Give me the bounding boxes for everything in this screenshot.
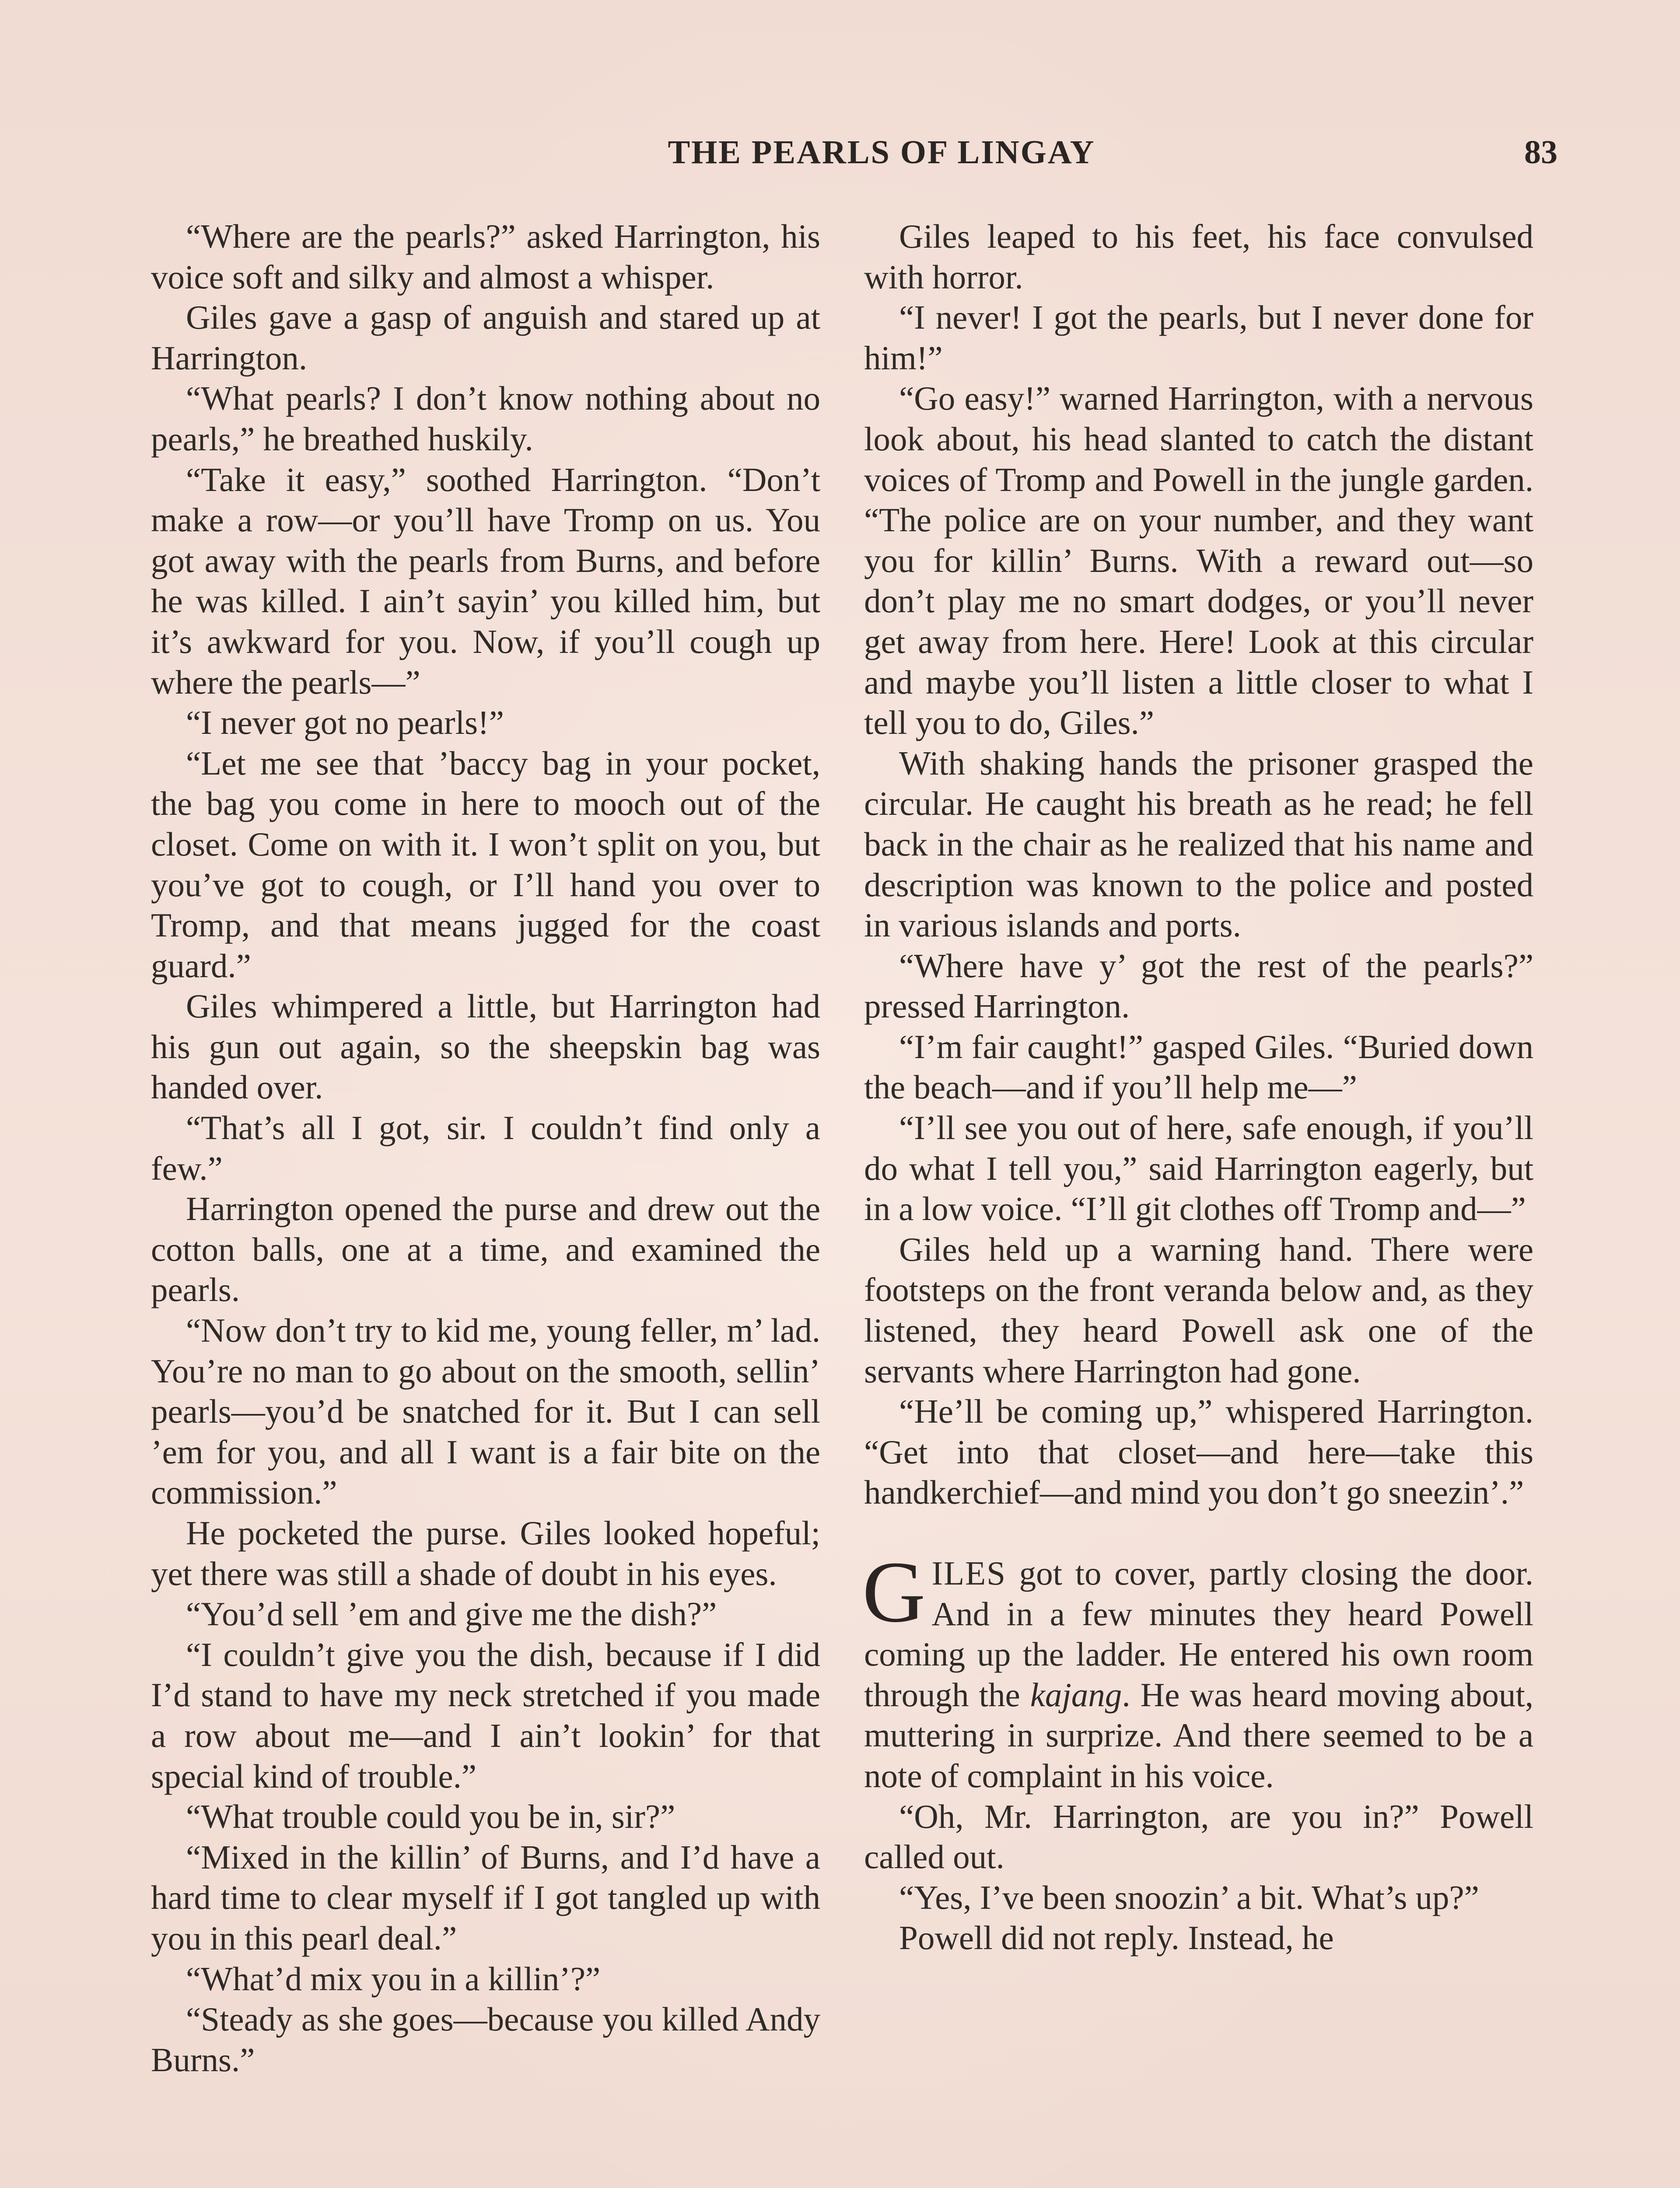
left-column <box>151 216 820 2080</box>
paragraph: With shaking hands the prisoner grasped the circular. He caught his breath as he read; he fell back in the chair as he realized that his name and description was known to the police and posted in various islands and ports. <box>864 744 1533 944</box>
paragraph: He pocketed the purse. Giles looked hopeful; yet there was still a shade of doubt in his eyes. <box>151 1514 820 1592</box>
paragraph: “That’s all I got, sir. I couldn’t find only a few.” <box>151 1109 820 1187</box>
paragraph: “Now don’t try to kid me, young feller, m’ lad. You’re no man to go about on the smooth, sellin’ pearls—you’d be snatched for it. But I can sell ’em for you, and all I want is a fair bite on the commission.” <box>151 1311 820 1511</box>
page-number: 83 <box>1524 134 1558 171</box>
paragraph: “What trouble could you be in, sir?” <box>186 1798 676 1836</box>
italic-word: kajang <box>1030 1676 1122 1714</box>
section-break <box>864 1513 1533 1553</box>
dropcap-paragraph-text: got to cover, partly closing the door. And in a few minutes they heard Powell coming up the ladder. He entered his own room through the <box>864 1554 1533 1714</box>
small-caps-word: ILES <box>931 1554 1006 1592</box>
paragraph: “I couldn’t give you the dish, because if I did I’d stand to have my neck stretched if you made a row about me—and I ain’t lookin’ for that special kind of trouble.” <box>151 1635 820 1795</box>
paragraph: “Oh, Mr. Harrington, are you in?” Powell called out. <box>864 1797 1533 1876</box>
paragraph: “Let me see that ’baccy bag in your pocket, the bag you come in here to mooch out of the closet. Come on with it. I won’t split on you, but you’ve got to cough, or I’ll hand you over to Tromp, and that means jugged for the coast guard.” <box>151 744 820 985</box>
dropcap-paragraph-text-after: . He was heard moving about, muttering in surprize. And there seemed to be a note of complaint in his voice. <box>864 1676 1533 1795</box>
paragraph: “He’ll be coming up,” whispered Harrington. “Get into that closet—and here—take this handkerchief—and mind you don’t go sneezin’.” <box>864 1392 1533 1511</box>
paragraph: Giles held up a warning hand. There were footsteps on the front veranda below and, as they listened, they heard Powell ask one of the servants where Harrington had gone. <box>864 1230 1533 1390</box>
paragraph: “What pearls? I don’t know nothing about no pearls,” he breathed huskily. <box>151 379 820 458</box>
paragraph: “Where have y’ got the rest of the pearls?” pressed Harrington. <box>864 947 1533 1025</box>
paragraph: “I’m fair caught!” gasped Giles. “Buried down the beach—and if you’ll help me—” <box>864 1027 1533 1106</box>
dropcap-paragraph <box>862 1544 1533 1796</box>
paragraph: Powell did not reply. Instead, he <box>899 1919 1334 1957</box>
paragraph: “Mixed in the killin’ of Burns, and I’d have a hard time to clear myself if I got tangled up with you in this pearl deal.” <box>151 1838 820 1957</box>
paragraph: Giles leaped to his feet, his face convulsed with horror. <box>864 217 1533 296</box>
running-title: THE PEARLS OF LINGAY <box>668 134 1096 171</box>
paragraph: “I never! I got the pearls, but I never done for him!” <box>864 298 1533 377</box>
paragraph: “Go easy!” warned Harrington, with a nervous look about, his head slanted to catch the distant voices of Tromp and Powell in the jungle garden. “The police are on your number, and they want you for killin’ Burns. With a reward out—so don’t play me no smart dodges, or you’ll never get away from here. Here! Look at this circular and maybe you’ll listen a little closer to what I tell you to do, Giles.” <box>864 379 1533 742</box>
paragraph: Giles whimpered a little, but Harrington had his gun out again, so the sheepskin bag was handed over. <box>151 987 820 1106</box>
right-column <box>864 216 1533 1958</box>
paragraph: “Yes, I’ve been snoozin’ a bit. What’s up?” <box>899 1878 1479 1916</box>
paragraph: “What’d mix you in a killin’?” <box>186 1960 601 1998</box>
drop-cap: G <box>862 1544 926 1641</box>
paragraph: “You’d sell ’em and give me the dish?” <box>186 1595 717 1633</box>
paragraph: “I’ll see you out of here, safe enough, if you’ll do what I tell you,” said Harrington eagerly, but in a low voice. “I’ll git clothes off Tromp and—” <box>864 1109 1533 1228</box>
paragraph: “Where are the pearls?” asked Harrington, his voice soft and silky and almost a whisper. <box>151 217 820 296</box>
paragraph: Harrington opened the purse and drew out the cotton balls, one at a time, and examined the pearls. <box>151 1190 820 1309</box>
paragraph: “I never got no pearls!” <box>186 704 504 742</box>
paragraph: Giles gave a gasp of anguish and stared up at Harrington. <box>151 298 820 377</box>
paragraph: “Take it easy,” soothed Harrington. “Don’t make a row—or you’ll have Tromp on us. You got away with the pearls from Burns, and before he was killed. I ain’t sayin’ you killed him, but it’s awkward for you. Now, if you’ll cough up where the pearls—” <box>151 460 820 701</box>
paragraph: “Steady as she goes—because you killed Andy Burns.” <box>151 2000 820 2079</box>
